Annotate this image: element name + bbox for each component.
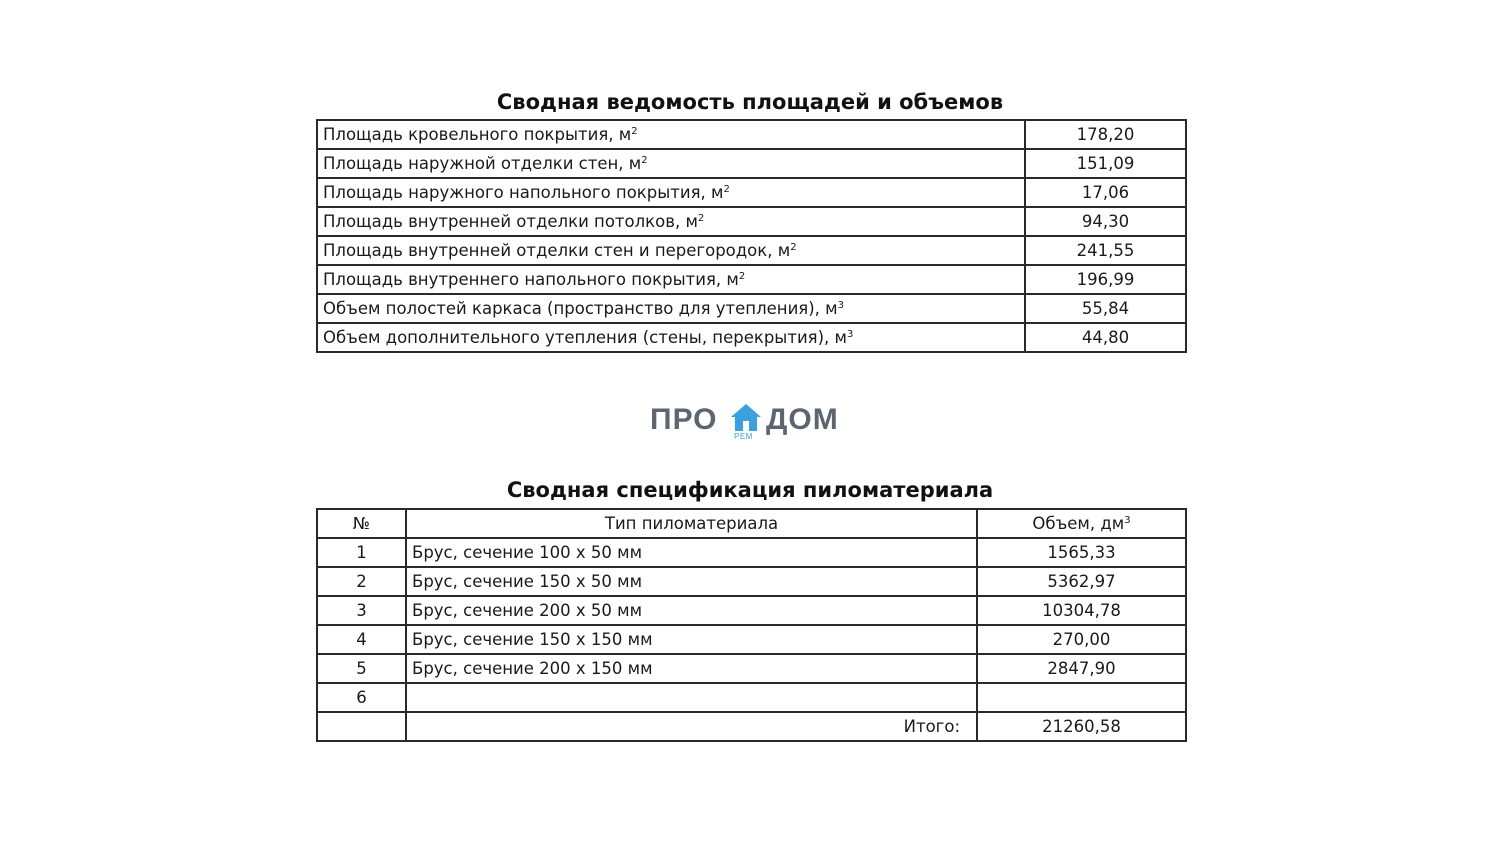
lumber-volume: 1565,33 bbox=[977, 538, 1186, 567]
table-row bbox=[317, 683, 1186, 712]
table-row bbox=[317, 323, 1186, 352]
area-label: Объем дополнительного утепления (стены, перекрытия), $м^3$ bbox=[317, 323, 1025, 352]
area-label: Площадь наружной отделки стен, $м^2$ bbox=[317, 149, 1025, 178]
lumber-volume: 2847,90 bbox=[977, 654, 1186, 683]
lumber-table-title: Сводная спецификация пиломатериала bbox=[506, 478, 994, 502]
total-empty-cell bbox=[317, 712, 406, 741]
logo-word-dom: ДОМ bbox=[766, 403, 839, 436]
lumber-type: Брус, сечение 200 х 150 мм bbox=[406, 654, 977, 683]
table-row bbox=[317, 207, 1186, 236]
table-row bbox=[317, 625, 1186, 654]
area-value: 55,84 bbox=[1025, 294, 1186, 323]
lumber-table bbox=[316, 508, 1187, 742]
lumber-header-row bbox=[317, 509, 1186, 538]
lumber-volume: 10304,78 bbox=[977, 596, 1186, 625]
table-row bbox=[317, 236, 1186, 265]
table-row bbox=[317, 596, 1186, 625]
area-value: 94,30 bbox=[1025, 207, 1186, 236]
lumber-type bbox=[406, 683, 977, 712]
logo-small-text: РЕМ bbox=[734, 432, 753, 441]
logo-word-pro: ПРО bbox=[650, 403, 718, 436]
area-label: Площадь кровельного покрытия, $м^2$ bbox=[317, 120, 1025, 149]
total-label: Итого: bbox=[406, 712, 977, 741]
area-value: 196,99 bbox=[1025, 265, 1186, 294]
lumber-volume: 5362,97 bbox=[977, 567, 1186, 596]
areas-table bbox=[316, 119, 1187, 353]
area-label: Площадь внутренней отделки потолков, $м^2$ bbox=[317, 207, 1025, 236]
table-row bbox=[317, 654, 1186, 683]
area-label: Объем полостей каркаса (пространство для утепления), $м^3$ bbox=[317, 294, 1025, 323]
lumber-volume bbox=[977, 683, 1186, 712]
table-row bbox=[317, 265, 1186, 294]
lumber-num: 3 bbox=[317, 596, 406, 625]
total-value: 21260,58 bbox=[977, 712, 1186, 741]
lumber-type: Брус, сечение 200 х 50 мм bbox=[406, 596, 977, 625]
table-row bbox=[317, 149, 1186, 178]
lumber-type: Брус, сечение 150 х 50 мм bbox=[406, 567, 977, 596]
table-row bbox=[317, 294, 1186, 323]
area-value: 44,80 bbox=[1025, 323, 1186, 352]
area-value: 151,09 bbox=[1025, 149, 1186, 178]
lumber-num: 1 bbox=[317, 538, 406, 567]
area-value: 178,20 bbox=[1025, 120, 1186, 149]
area-label: Площадь внутреннего напольного покрытия, $м^2$ bbox=[317, 265, 1025, 294]
table-row bbox=[317, 178, 1186, 207]
area-value: 241,55 bbox=[1025, 236, 1186, 265]
lumber-volume: 270,00 bbox=[977, 625, 1186, 654]
header-volume: Объем, $дм^3$ bbox=[977, 509, 1186, 538]
areas-table-title: Сводная ведомость площадей и объемов bbox=[496, 90, 1004, 114]
lumber-total-row bbox=[317, 712, 1186, 741]
header-num: № bbox=[317, 509, 406, 538]
house-icon bbox=[730, 403, 762, 433]
lumber-type: Брус, сечение 150 х 150 мм bbox=[406, 625, 977, 654]
lumber-num: 5 bbox=[317, 654, 406, 683]
table-row bbox=[317, 120, 1186, 149]
area-label: Площадь внутренней отделки стен и перегородок, $м^2$ bbox=[317, 236, 1025, 265]
lumber-num: 2 bbox=[317, 567, 406, 596]
area-label: Площадь наружного напольного покрытия, $м^2$ bbox=[317, 178, 1025, 207]
area-value: 17,06 bbox=[1025, 178, 1186, 207]
lumber-num: 6 bbox=[317, 683, 406, 712]
pro-dom-logo bbox=[650, 401, 850, 443]
header-type: Тип пиломатериала bbox=[406, 509, 977, 538]
table-row bbox=[317, 538, 1186, 567]
lumber-type: Брус, сечение 100 х 50 мм bbox=[406, 538, 977, 567]
table-row bbox=[317, 567, 1186, 596]
lumber-num: 4 bbox=[317, 625, 406, 654]
